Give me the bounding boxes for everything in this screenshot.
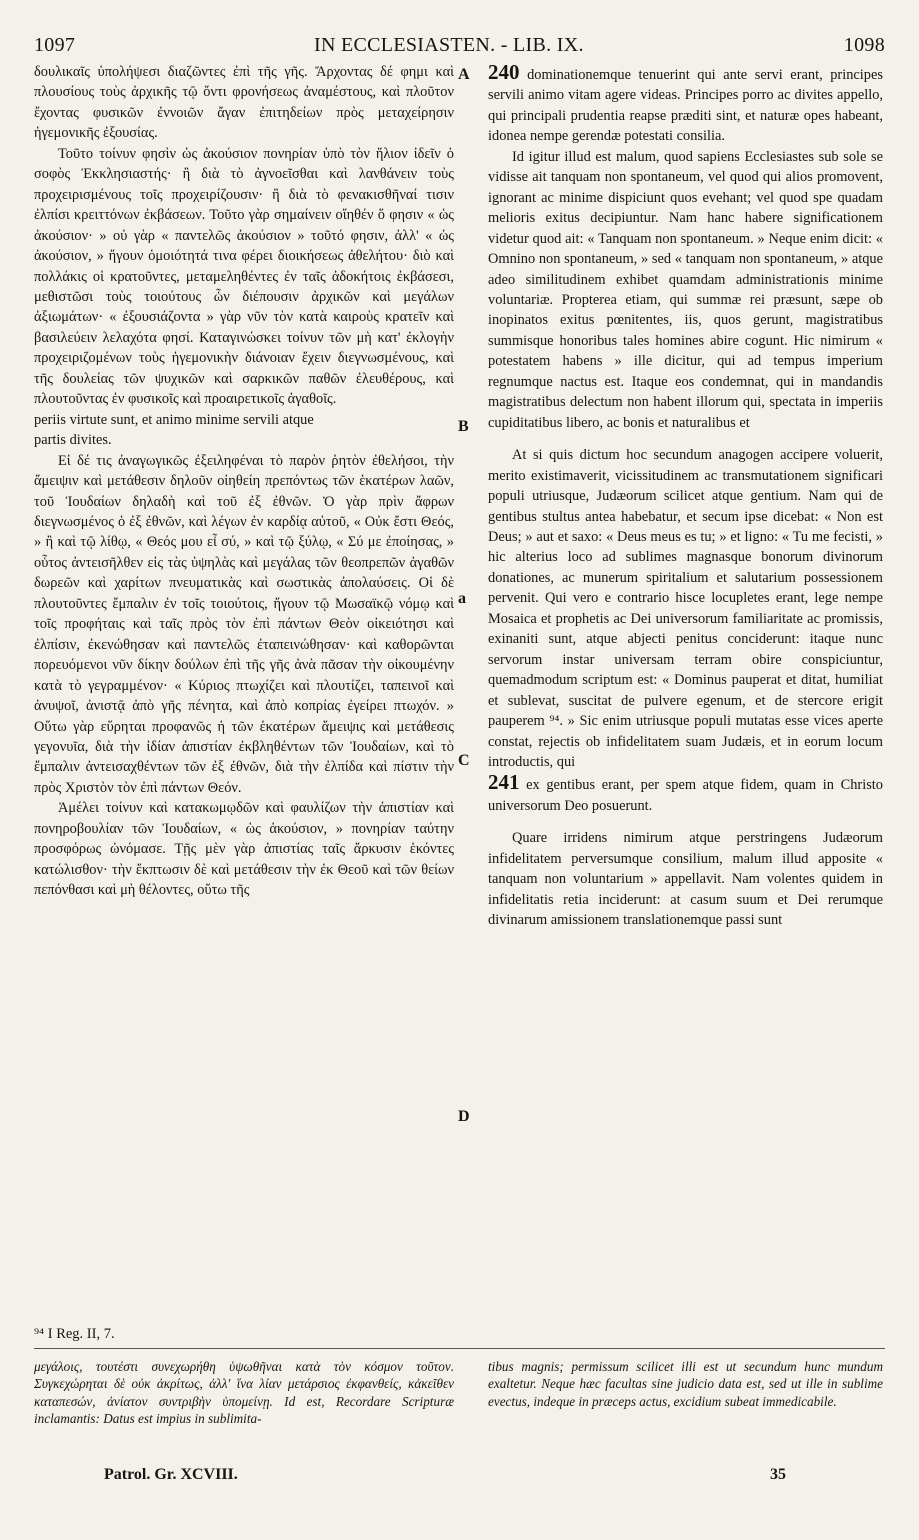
bottom-greek-block: μεγάλοις, τουτέστι συνεχωρήθη ὑψωθῆναι κατὰ τὸν κόσμον τοῦτον. Συγκεχώρηται δὲ οὐκ ἀκρίτως, ἀλλ' ἵνα λίαν μετάρσιος ἐκφανθείς, κἀκεῖθεν καταπεσών, ἀνίατον συντριβὴν ὑπομείνῃ. Id est, Recordare Scripturæ inclamantis: Datus est impius in sublimita- (34, 1359, 454, 1427)
signature-mark: Patrol. Gr. XCVIII. (104, 1466, 238, 1483)
greek-paragraph-1: δουλικαῖς ὑπολήψεσι διαζῶντες ἐπὶ τῆς γῆς. Ἄρχοντας δέ φημι καὶ πλουσίους τοὺς ἀρχικῆς τῷ ὄντι φρονήσεως ἀναμέστους, καὶ πλοῦτον ἔχοντας φυσικῶν ἐννοιῶν ἄγαν ἐπιτηδείων πρὸς μεταχείρησιν ἡγεμονικῆς ἐξουσίας. (34, 64, 454, 142)
latin-paragraph-3: At si quis dictum hoc secundum anagogen accipere voluerit, merito existimaverit, vicissitudinem ac transmutationem significari populi utriusque, Judæorum scilicet atque gentium. Nam qui de gentibus stultus antea habebatur, et secum ipse dicebat: « Non est Deus; » aut et saxo: « Deus meus es tu; » et ligno: « Tu me fecisti, » hic alterius loco ad sublimes magnasque bonorum divinorum donationes, ac munerum spiritalium et salutarium possessionem pervenit. Qui vero e contrario hisce locupletes erant, lege nempe Mosaica et prophetis ac Dei universorum familiaritate ac promissis, exinaniti sunt, atque abjecti penitus conciderunt: itaque nunc servorum instar universam terram obire conspiciuntur, quemadmodum scriptum est: « Dominus pauperat et ditat, humiliat et sublevat, suscitat de pulvere egenum, et de stercore erigit pauperem ⁹⁴. » Sic enim utriusque populi mutatas esse vices aperte constat, rejectis ob infidelitatem suam Judæis, et in eorum locum introductis, qui (488, 447, 883, 770)
latin-paragraph-4: Quare irridens nimirum atque perstringens Judæorum infidelitatem perversumque consilium, malum illud apposite « tanquam non voluntarium » appellavit. Nam volentes quidem in infidelitatis retia inciderunt: at casum suum et Dei rerumque divinarum amissionem translationemque passi sunt (488, 830, 883, 929)
margin-marker-a-lower: a (458, 590, 466, 607)
page-number-left: 1097 (34, 34, 76, 56)
page-number-right: 1098 (843, 34, 885, 56)
footnote: ⁹⁴ I Reg. II, 7. (34, 1326, 115, 1342)
bottom-latin-block: tibus magnis; permissum scilicet illi est ut secundum hunc mundum exaltetur. Neque hæc facultas sine judicio data est, sed ut ille in sublime evectus, indeque in præceps actus, excidium subeat immedicabile. (488, 1359, 883, 1409)
latin-paragraph-1: 240 dominationemque tenuerint qui ante servi erant, principes servili animo vitam agere videas. Principes porro ac divites appello, qui principali prudentia reapse præditi sint, et naturæ opes habeant, idonea nempe gerendæ potestati consilia. (488, 60, 883, 145)
margin-marker-d: D (458, 1108, 470, 1125)
latin-paragraph-2: Id igitur illud est malum, quod sapiens Ecclesiastes sub sole se vidisse ait tanquam non spontaneum, vel quod qui alios promovent, ignorant ac minime dispiciunt quos evehant; vel quod spe quadam melioris exitus decipiuntur. Nam hanc habere significationem videtur quod ait: « Tanquam non spontaneum. » Neque enim dicit: « Omnino non spontaneum, » sed « tanquam non spontaneum, » atque adeo similitudinem exhibet quamdam administrationis minime voluntariæ. Propterea etiam, qui summæ rei præsunt, sæpe ob inopinatos exitus pœnitentes, iis, quos gerunt, magistratibus summisque honoribus tales homines abire cogunt. Hic nimirum « potestatem habens » ille dicitur, qui ad tempus imperium regnumque nactus est. Itaque eos condemnat, qui in mandandis magistratibus delectum non habent illorum qui, spectata in imperiis cupiditatibus libero, ac bonis et naturalibus et (488, 148, 883, 431)
greek-paragraph-2: Τοῦτο τοίνυν φησὶν ὡς ἀκούσιον πονηρίαν ὑπὸ τὸν ἥλιον ἰδεῖν ὁ σοφὸς Ἐκκλησιαστής· ἢ διὰ τὸ ἀγνοεῖσθαι καὶ λανθάνειν τοὺς προχειρισμένους τοῖς προχειρίζουσιν· ἢ διὰ τὸ φενακισθῆναί τισιν ἐλπίσι κρειττόνων ἐκβάσεων. Τοῦτο γὰρ σημαίνειν οἴηθέν ὅ φησιν « ὡς ἀκούσιον· » οὐ γὰρ « παντελῶς ἀκούσιον » τοῦτό φησιν, ἀλλ' « ὡς ἀκούσιον, » ἤγουν ὁμοιότητά τινα φέρει διοικήσεως ἀθελήτου· διὸ καὶ πολλάκις οἱ κρατοῦντες, μεταμεληθέντες ἐν ταῖς ἀδοκήτοις ἐκβάσεσι, μεθιστῶσι τοὺς τοιούτους ὧν διέπουσιν ἀρχικῶν καὶ μεγάλων ἀξιωμάτων· « ἐξουσιάζοντα » γὰρ νῦν τὸν κατὰ καιροὺς κρατεῖν καὶ βασιλεύειν λελαχότα φησί. Καταγινώσκει τοίνυν τῶν μὴ κατ' ἐκλογὴν προχειριζομένων τοὺς ἡγεμονικὴν διάνοιαν ἔχειν διεγνωσμένους, καὶ τῆς δουλείας τῶν ψυχικῶν καὶ σαρκικῶν παθῶν ἐλευθέρους, καὶ πλουτοῦντας ἐν φυσικοῖς καὶ προαιρετικοῖς ἀγαθοῖς. (34, 145, 454, 408)
column-number-241: 241 (488, 770, 520, 795)
margin-marker-b: B (458, 418, 469, 435)
running-title: IN ECCLESIASTEN. - LIB. IX. (314, 34, 584, 56)
margin-marker-c: C (458, 752, 470, 769)
latin-column (488, 62, 883, 931)
greek-paragraph-4: Ἀμέλει τοίνυν καὶ κατακωμῳδῶν καὶ φαυλίζων τὴν ἀπιστίαν καὶ πονηροβουλίαν τῶν Ἰουδαίων, « ὡς ἀκούσιον, » πονηρίαν ταύτην προσφόρως ὠνόμασε. Τῇς μὲν γὰρ ἀπιστίας ταῖς ἄρκυσιν ἑκόντες κατώλισθον· τὴν ἔκπτωσιν δὲ καὶ μετάθεσιν τὴν ἐκ Θεοῦ καὶ τῶν θείων πεπόνθασι καὶ μὴ θέλοντες, οὕτω τῆς (34, 800, 454, 899)
latin-continuation-b: partis divites. (34, 432, 112, 449)
margin-marker-a: A (458, 66, 470, 83)
footnote-divider (34, 1348, 885, 1349)
latin-continuation-a: periis virtute sunt, et animo minime servili atque (34, 411, 314, 428)
page-header (34, 34, 885, 60)
greek-column (34, 62, 454, 901)
greek-paragraph-3: Εἰ δέ τις ἀναγωγικῶς ἐξειληφέναι τὸ παρὸν ῥητὸν ἐθελήσοι, τὴν ἄμειψιν καὶ μετάθεσιν δηλοῦν οἰηθείη πρεπόντως τῶν ἑκατέρων λαῶν, τοῦ Ἰουδαίων δηλαδὴ καὶ τοῦ ἐξ ἐθνῶν. Ὁ γὰρ πρὶν ἄφρων διεγνωσμένος ὁ ἐξ ἐθνῶν, καὶ λέγων ἐν καρδίᾳ αὐτοῦ, « Οὐκ ἔστι Θεός, » ἢ καὶ τῷ λίθῳ, « Θεός μου εἶ σύ, » καὶ τῷ ξύλῳ, « Σύ με ἐποίησας, » οὗτος ἀντεισῆλθεν εἰς τὰς ὑψηλὰς καὶ μεγάλας τῶν θεοπρεπῶν ἀγαθῶν δωρεῶν καὶ χαρίτων πνευματικὰς καὶ σωστικὰς ἀπολαύσεις. Οἱ δὲ πλουτοῦντες ἔμπαλιν ἐν τοῖς τοιούτοις, ἤγουν τῷ Μωσαϊκῷ νόμῳ καὶ τοῖς προφήταις καὶ ταῖς πρὸς τὸν ἐπὶ πάντων Θεὸν οἰκειότησι καὶ ἐλπίσιν, ἐκενώθησαν καὶ παντελῶς ἐταπεινώθησαν· καὶ καθορῶνται πορευόμενοι νῦν δίκην δούλων ἐπὶ τῆς γῆς ἀνὰ πᾶσαν τὴν οἰκουμένην κατὰ τὸ γεγραμμένον· « Κύριος πτωχίζει καὶ πλουτίζει, ταπεινοῖ καὶ ἀνυψοῖ, ἀνιστᾷ ἀπὸ γῆς πένητα, καὶ ἀπὸ κοπρίας ἐγείρει πτωχόν. » Οὕτω γὰρ εὕρηται προφανῶς ἡ τῶν ἑκατέρων ἄμειψις καὶ μετάθεσις γεγονυῖα, διὰ τὴν ἰδίαν ἀπιστίαν ἐκβληθέντων τῶν Ἰουδαίων, καὶ τὸ ἔμπαλιν ἀντεισαχθέντων τῶν ἐξ ἐθνῶν, διὰ τὴν ἐλπίδα καὶ πίστιν τὴν πρὸς Χριστὸν τὸν ἐπὶ πάντων Θεόν. (34, 452, 454, 796)
latin-paragraph-3b: 241 ex gentibus erant, per spem atque fidem, quam in Christo universorum Deo posuerunt. (488, 770, 883, 814)
gathering-number: 35 (770, 1466, 786, 1483)
column-number-240: 240 (488, 60, 520, 84)
